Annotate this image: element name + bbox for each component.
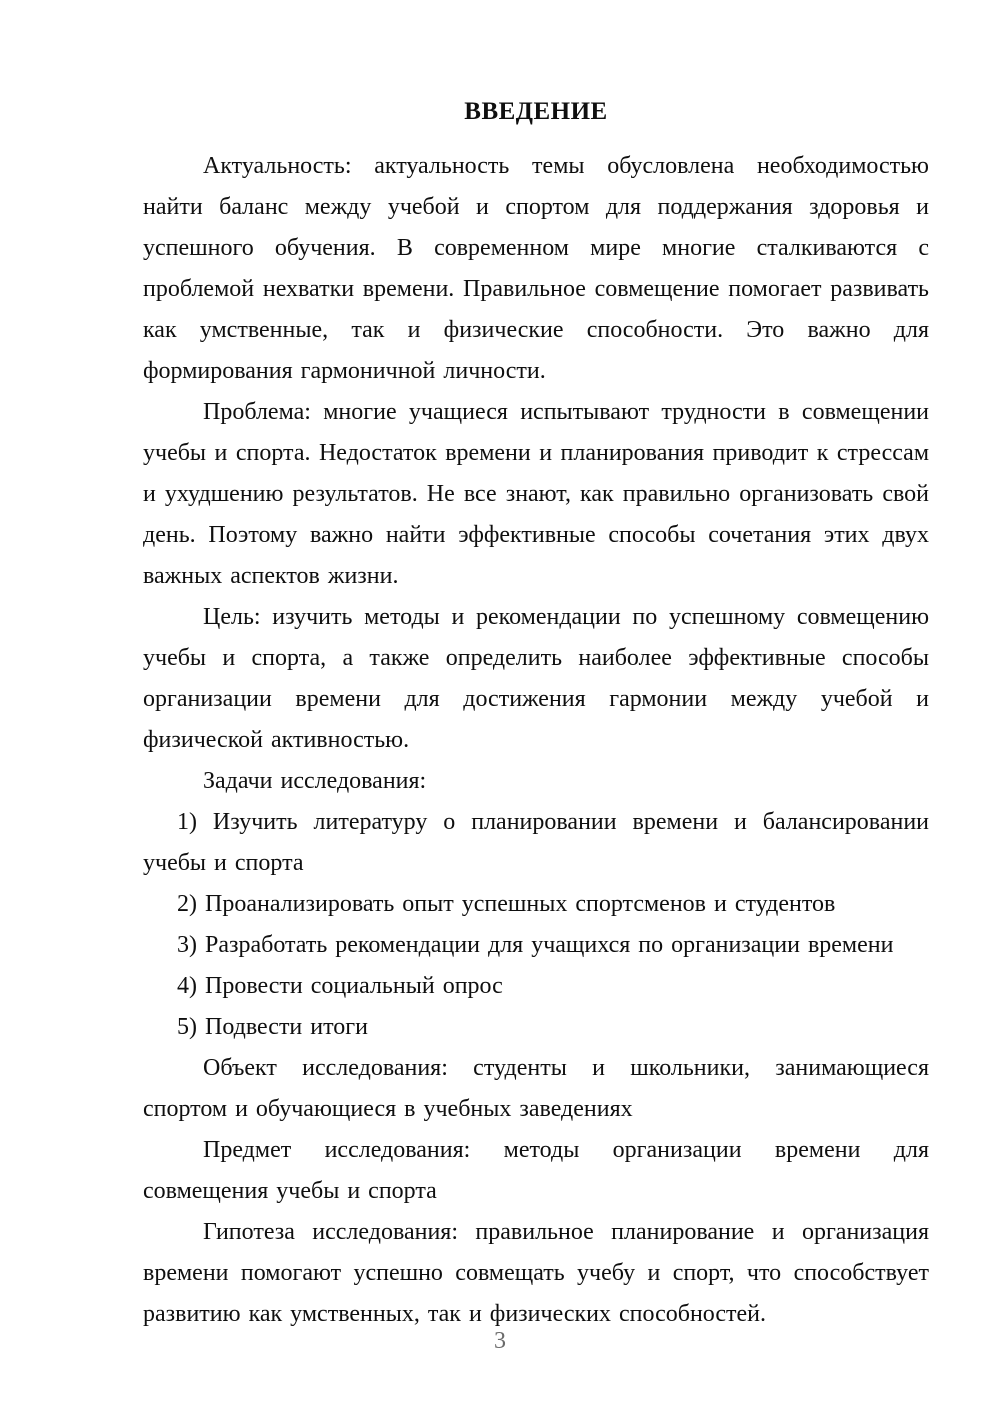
task-item-5: 5) Подвести итоги xyxy=(177,1014,368,1040)
paragraph-problem: Проблема: многие учащиеся испытывают трудности в совмещении учебы и спорта. Недостаток времени и планирования приводит к стрессам и ухудшению результатов. Не все знают, как правильно организовать свой день. Поэтому важно найти эффективные способы сочетания этих двух важных аспектов жизни. xyxy=(143,399,929,589)
paragraph-goal: Цель: изучить методы и рекомендации по успешному совмещению учебы и спорта, а также определить наиболее эффективные способы организации времени для достижения гармонии между учебой и физической активностью. xyxy=(143,604,929,753)
task-item-2: 2) Проанализировать опыт успешных спортсменов и студентов xyxy=(177,891,836,917)
paragraph-actuality: Актуальность: актуальность темы обусловлена необходимостью найти баланс между учебой и спортом для поддержания здоровья и успешного обучения. В современном мире многие сталкиваются с проблемой нехватки времени. Правильное совмещение помогает развивать как умственные, так и физические способности. Это важно для формирования гармоничной личности. xyxy=(143,153,929,384)
task-item-4: 4) Провести социальный опрос xyxy=(177,973,503,999)
page-number: 3 xyxy=(494,1328,506,1354)
paragraph-subject: Предмет исследования: методы организации времени для совмещения учебы и спорта xyxy=(143,1137,929,1204)
task-item-1: 1) Изучить литературу о планировании времени и балансировании учебы и спорта xyxy=(143,809,929,876)
page-title: ВВЕДЕНИЕ xyxy=(464,98,608,125)
page-content xyxy=(143,92,929,1335)
task-item-3: 3) Разработать рекомендации для учащихся по организации времени xyxy=(177,932,894,958)
paragraph-hypothesis: Гипотеза исследования: правильное планирование и организация времени помогают успешно совмещать учебу и спорт, что способствует развитию как умственных, так и физических способностей. xyxy=(143,1219,929,1327)
tasks-heading: Задачи исследования: xyxy=(203,768,427,794)
paragraph-object: Объект исследования: студенты и школьники, занимающиеся спортом и обучающиеся в учебных заведениях xyxy=(143,1055,929,1122)
